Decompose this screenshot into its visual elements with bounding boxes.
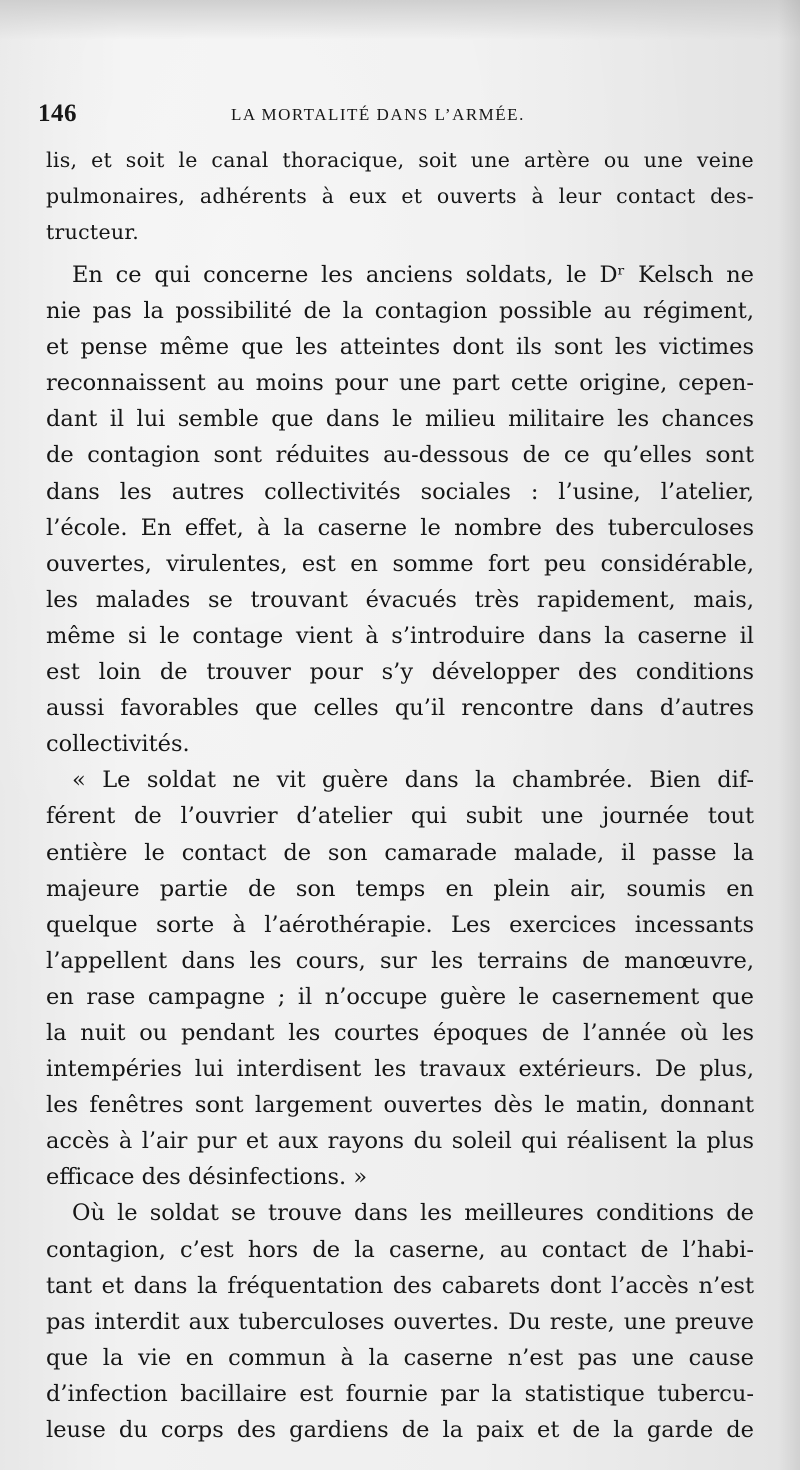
text-line: lis, et soit le canal thoracique, soit une artère ou une veine <box>46 148 754 172</box>
text-line: intempéries lui interdisent les travaux extérieurs. De plus, <box>46 1056 754 1083</box>
text-line: collectivités. <box>46 731 190 758</box>
text-line: dant il lui semble que dans le milieu militaire les chances <box>46 406 754 433</box>
text-line: Où le soldat se trouve dans les meilleures conditions de <box>72 1200 754 1227</box>
text-line: tant et dans la fréquentation des cabarets dont l’accès n’est <box>46 1272 754 1299</box>
text-line: accès à l’air pur et aux rayons du soleil qui réalisent la plus <box>46 1128 754 1155</box>
text-line: majeure partie de son temps en plein air, soumis en <box>46 875 754 902</box>
paragraph-gap <box>46 250 754 257</box>
body-text <box>46 142 754 1448</box>
text-line: ouvertes, virulentes, est en somme fort peu considérable, <box>46 550 754 577</box>
text-line: les malades se trouvant évacués très rapidement, mais, <box>46 586 754 613</box>
page-top-shadow <box>0 0 800 40</box>
text-line: que la vie en commun à la caserne n’est pas une cause <box>46 1344 754 1371</box>
text-line: les fenêtres sont largement ouvertes dès le matin, donnant <box>46 1092 754 1119</box>
text-line: entière le contact de son camarade malade, il passe la <box>46 839 754 866</box>
page-header <box>38 100 758 130</box>
text-line: reconnaissent au moins pour une part cette origine, cepen- <box>46 370 754 397</box>
page-number: 146 <box>38 100 77 127</box>
text-line: la nuit ou pendant les courtes époques de l’année où les <box>46 1019 754 1046</box>
text-line: d’infection bacillaire est fournie par la statistique tubercu- <box>46 1380 754 1407</box>
text-line: l’appellent dans les cours, sur les terrains de manœuvre, <box>46 947 754 974</box>
text-line: aussi favorables que celles qu’il rencontre dans d’autres <box>46 695 754 722</box>
text-line: En ce qui concerne les anciens soldats, le Dʳ Kelsch ne <box>72 262 754 288</box>
text-line: tructeur. <box>46 220 140 244</box>
page-edge-shadow <box>778 0 800 1470</box>
text-line: nie pas la possibilité de la contagion possible au régiment, <box>46 298 754 325</box>
text-line: de contagion sont réduites au-dessous de ce qu’elles sont <box>46 442 754 469</box>
text-line: même si le contage vient à s’introduire dans la caserne il <box>46 622 754 649</box>
text-line: est loin de trouver pour s’y développer des conditions <box>46 659 754 686</box>
text-line: dans les autres collectivités sociales : l’usine, l’atelier, <box>46 478 754 505</box>
text-line: l’école. En effet, à la caserne le nombre des tuberculoses <box>46 514 754 541</box>
text-line: « Le soldat ne vit guère dans la chambrée. Bien dif- <box>72 767 754 794</box>
running-head: LA MORTALITÉ DANS L’ARMÉE. <box>231 105 525 124</box>
text-line: en rase campagne ; il n’occupe guère le casernement que <box>46 983 754 1010</box>
text-line: et pense même que les atteintes dont ils sont les victimes <box>46 334 754 361</box>
text-line: pas interdit aux tuberculoses ouvertes. Du reste, une preuve <box>46 1308 754 1335</box>
text-line: pulmonaires, adhérents à eux et ouverts à leur contact des- <box>46 184 754 208</box>
text-line: contagion, c’est hors de la caserne, au contact de l’habi- <box>46 1236 754 1263</box>
text-line: férent de l’ouvrier d’atelier qui subit une journée tout <box>46 803 754 830</box>
text-line: leuse du corps des gardiens de la paix et de la garde de <box>46 1417 754 1443</box>
text-line: efficace des désinfections. » <box>46 1164 368 1191</box>
text-line: quelque sorte à l’aérothérapie. Les exercices incessants <box>46 911 754 938</box>
